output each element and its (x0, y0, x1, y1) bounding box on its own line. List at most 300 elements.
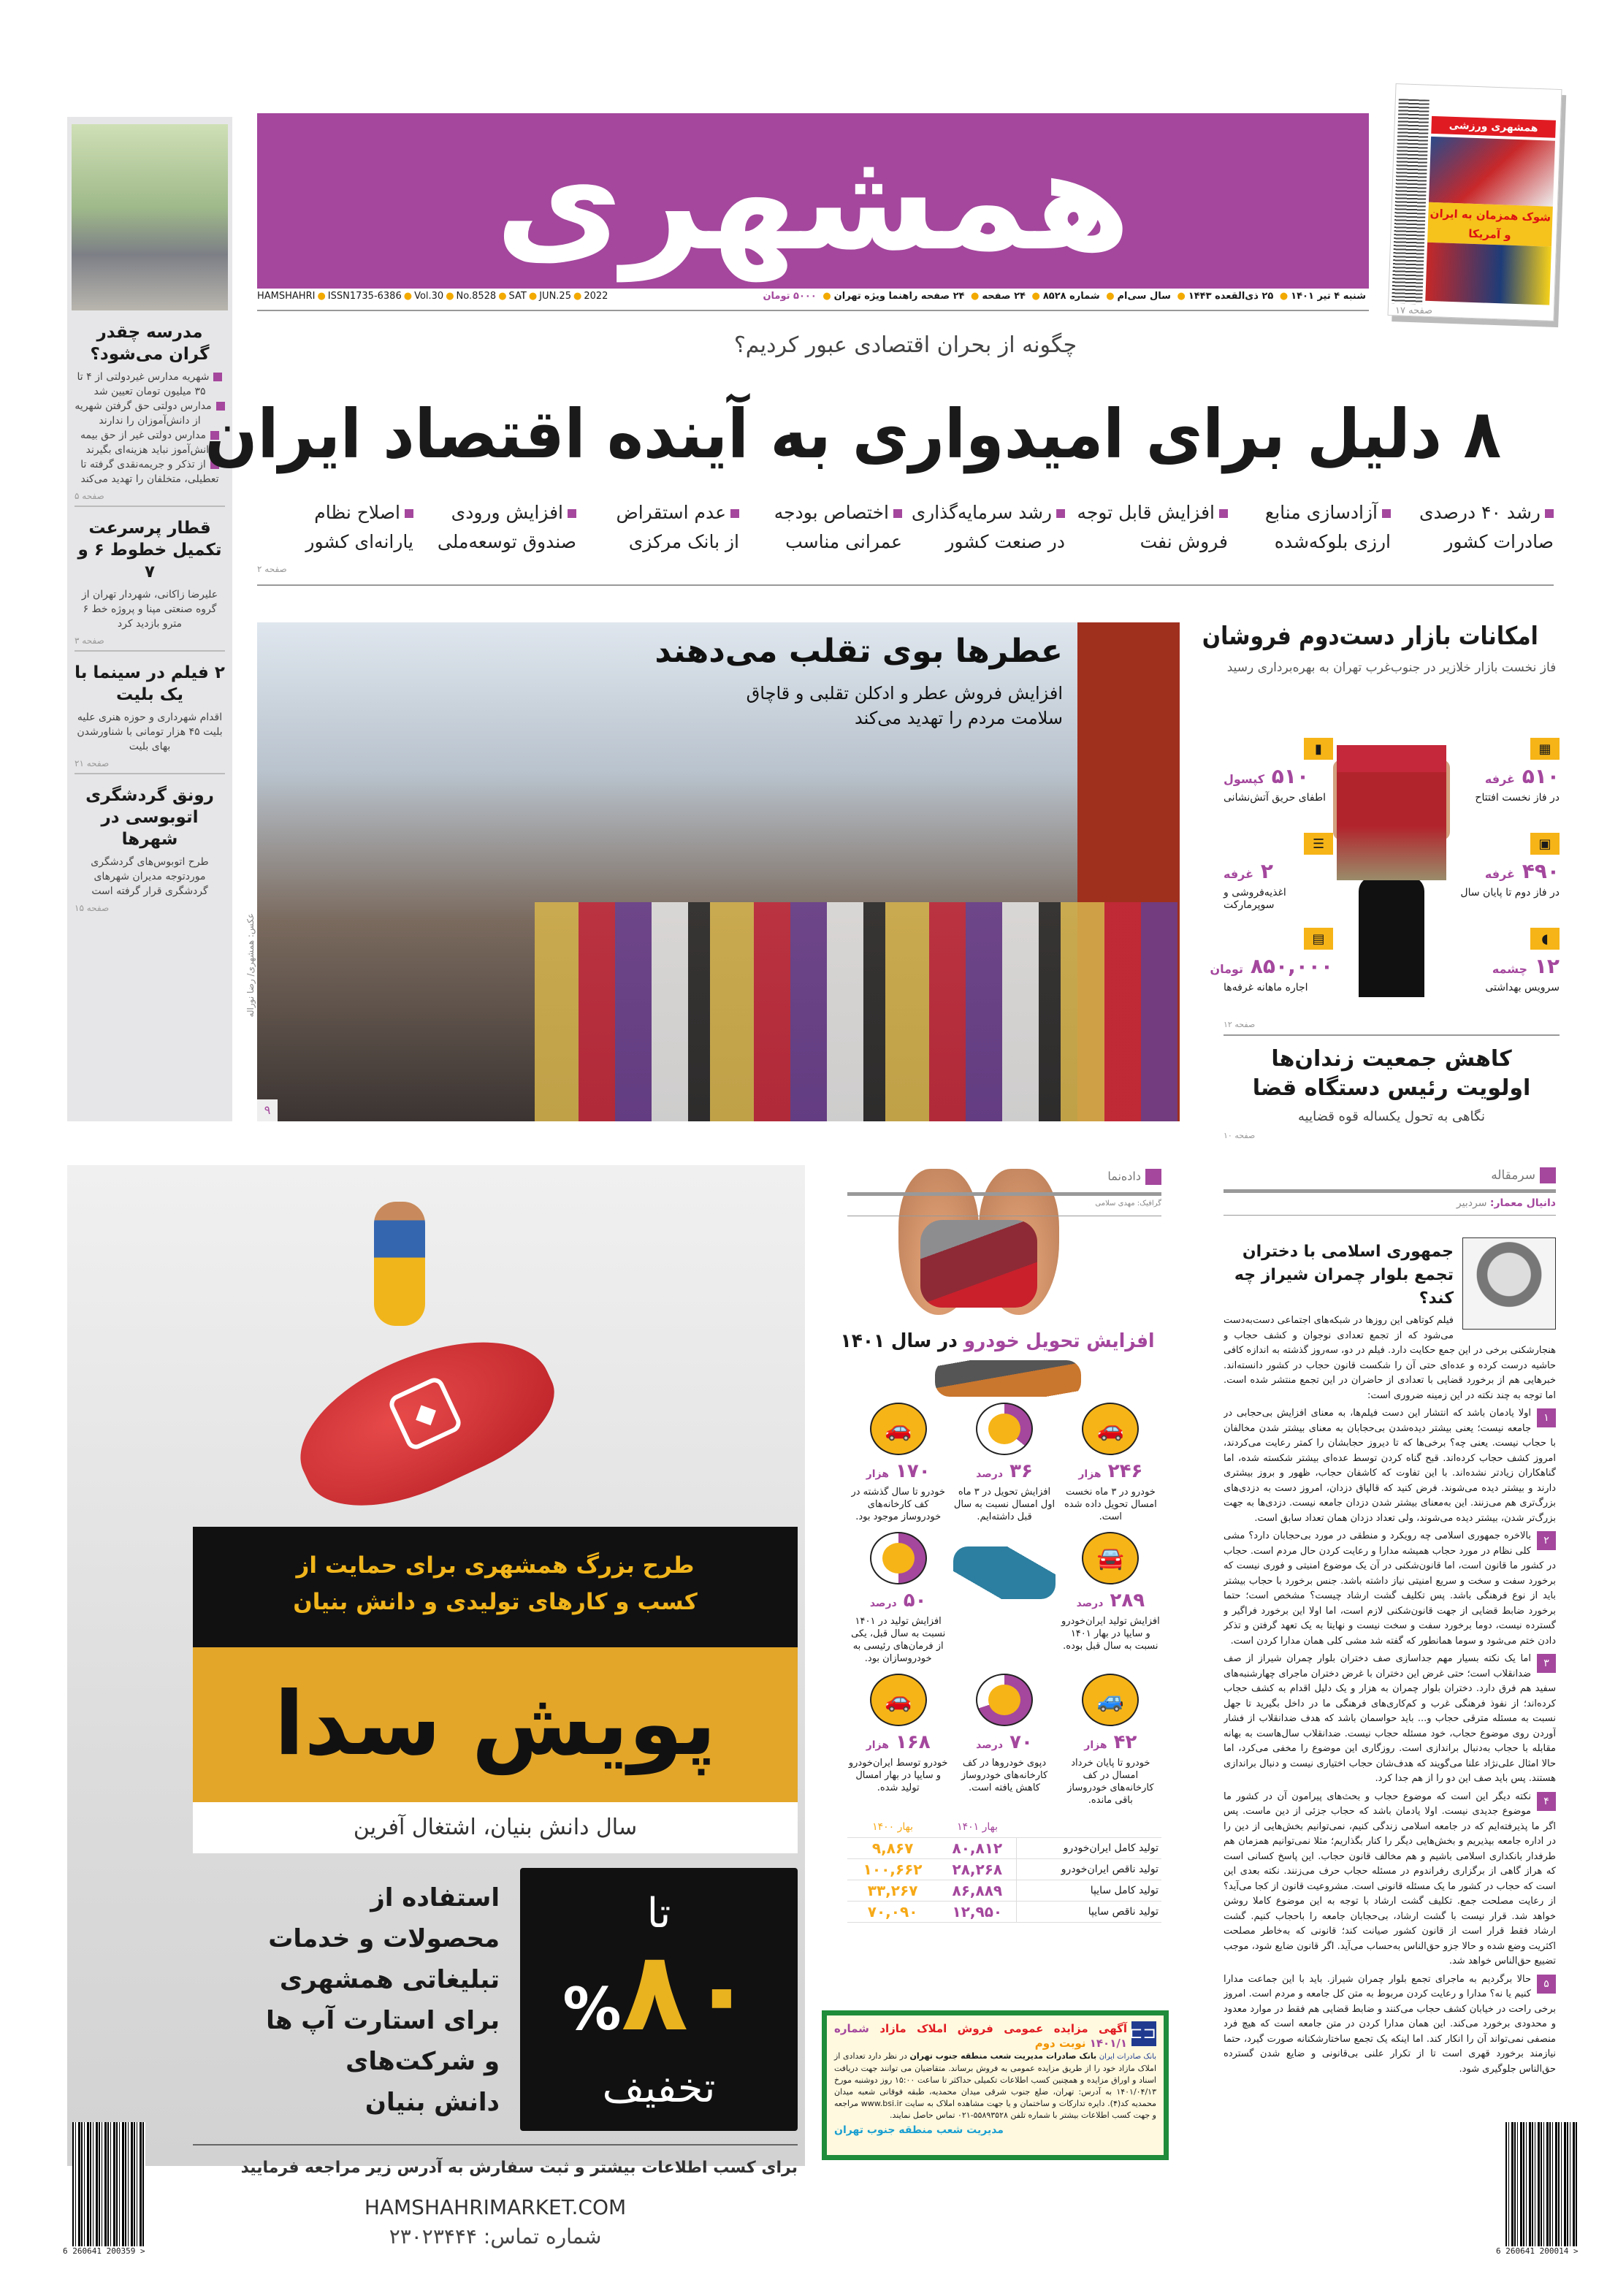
hamshahri-logo-icon: ◆ (386, 1375, 464, 1452)
issue-info-persian: شنبه ۴ تیر ۱۴۰۱● ۲۵ ذی‌القعده ۱۴۴۳● سال سی‌ام● شماره ۸۵۲۸● ۲۴ صفحه● ۲۴ صفحه راهنما ویژه تهران● ۵۰۰۰ تومان (763, 291, 1366, 302)
table-row (847, 1902, 1161, 1923)
barcode-right (1496, 2122, 1579, 2256)
car-delivery-infographic (840, 1154, 1161, 2002)
thumb-photo (1425, 243, 1551, 305)
stat-description: خودرو در ۳ ماه نخست امسال تحویل داده شده است. (1064, 1487, 1157, 1522)
bank-name: بانک صادرات ایران (1099, 2053, 1156, 2061)
stat-unit: هزار (866, 1468, 889, 1480)
stat-value: ۲۸۹ (1110, 1590, 1145, 1612)
stat-description: افزایش تولید در ۱۴۰۱ نسبت به سال قبل، یکی از فرمان‌های رئیسی به خودروسازان بود. (851, 1616, 946, 1664)
title-line: کاهش جمعیت زندان‌ها (1271, 1046, 1512, 1072)
bazaar-infographic (1202, 614, 1560, 1154)
divider (257, 584, 1554, 586)
author-name: دانیال معمار: (1489, 1197, 1556, 1209)
bullet-line: عمرانی مناسب (785, 531, 902, 552)
title-highlight: افزایش تحویل خودرو (963, 1330, 1155, 1352)
date-en: JUN.25 (539, 291, 571, 302)
point-text: اما یک نکته بسیار مهم جداسازی صف دختران بلوار چمران شیراز از صف ضدانقلاب است؛ حتی غرض این دختران با غرض دختران ماجرای چهارشنبه‌های سفید هم فرق دارد. دختران بلوار چمران به هزار و یک دلیل اقدام به کشف حجاب کرده‌اند؛ از نفوذ فرهنگی غرب و کم‌کاری‌های فرهنگی ما در داخل بگیرید تا جهل نسبت به مسئله مترقی حجاب و... باید حواسمان باشد که هدف ضدانقلاب از فشار آوردن روی موضوع حجاب، خود مسئله حجاب نیست. ضدانقلاب سال‌هاست به بهانه مقابله با حجاب به‌دنبال براندازی است. روزگاری این موضوع را مخفی می‌کرد، اما حالا امثال علی‌نژاد علنا می‌گویند که هدف‌شان حجاب اختیاری نیست و دنبال براندازی هستند. پس باید صف این دو را از هم جدا کرد. (1224, 1653, 1556, 1784)
bullet-line: از بانک مرکزی (628, 531, 739, 552)
infographic-stat (1060, 1403, 1161, 1523)
page-ref: صفحه ۱۵ (75, 903, 110, 913)
lead-bullet[interactable] (909, 498, 1065, 557)
point-number-badge: ۲ (1537, 1531, 1556, 1550)
photo-credit: عکس: همشهری/ رضا نوراله (245, 913, 256, 1018)
table-row (847, 1859, 1161, 1880)
sidebar-story-school[interactable] (75, 321, 225, 507)
cell-value: ۸۶,۸۸۹ (938, 1880, 1017, 1902)
toilet-icon: ◖ (1530, 928, 1560, 950)
car-photo (953, 1546, 1055, 1599)
stat-unit: چشمه (1492, 962, 1528, 976)
bazaar-stat (1450, 928, 1560, 994)
percent-sign: % (562, 1975, 622, 2043)
lead-headline[interactable]: ۸ دلیل برای امیدواری به آینده اقتصاد ایران (205, 395, 1502, 473)
divider (1224, 1189, 1556, 1193)
bazaar-subtitle: فاز نخست بازار خلازیر در جنوب‌غرب تهران به بهره‌برداری رسید (1226, 660, 1557, 675)
bullet-icon (568, 509, 576, 518)
discount-value (520, 1929, 798, 2064)
bullet-line (616, 498, 739, 527)
sidebar-news (67, 117, 232, 1121)
bullet-text: عدم استقراض (616, 502, 726, 523)
page-count: ۲۴ صفحه (982, 291, 1026, 302)
lead-bullet[interactable] (420, 498, 576, 557)
hijri-date: ۲۵ ذی‌القعده ۱۴۴۳ (1188, 291, 1274, 302)
car-front-icon: 🚙 (1082, 1674, 1139, 1726)
story-title: ۲ فیلم در سینما با یک بلیت (75, 663, 225, 704)
page-ref: صفحه ۲۱ (75, 758, 110, 768)
perfume-market-photo[interactable] (257, 622, 1180, 1121)
sidebar-story-tourism[interactable] (75, 785, 225, 913)
bazaar-title[interactable]: امکانات بازار دست‌دوم فروشان (1202, 622, 1538, 651)
cell-value: ۱۰۰,۶۶۲ (847, 1859, 938, 1880)
stat-description: اغذیه‌فروشی و سوپرمارکت (1224, 887, 1286, 911)
photo-detail (1337, 745, 1446, 880)
story-bullets (75, 370, 225, 487)
bazaar-stat (1224, 738, 1333, 804)
column-header: بهار ۱۴۰۱ (938, 1817, 1017, 1838)
photo-detail (1359, 877, 1424, 997)
row-label: تولید کامل ایران‌خودرو (1017, 1838, 1161, 1859)
section-name: داده‌نما (1107, 1169, 1141, 1183)
bullet-line (1077, 498, 1228, 527)
bullet-line (774, 498, 902, 527)
stat-value: ۳۶ (1009, 1460, 1033, 1482)
cell-value: ۸۰,۸۱۲ (938, 1838, 1017, 1859)
page-ref: صفحه ۱۰ (1224, 1131, 1256, 1140)
stat-description: خودرو تا سال گذشته در کف کارخانه‌های خودروساز موجود بود. (851, 1487, 945, 1522)
offer-line: دانش بنیان (364, 2088, 500, 2117)
point-text: حالا برگردیم به ماجرای تجمع بلوار چمران شیراز. باید با این جماعت مدارا کنیم یا نه؟ مدارا و رعایت کردن مربوط به متن کل جامعه و مردم است. امروز برخی راحت در خیابان کشف حجاب می‌کنند و ضابط قضایی هم فقط در موارد معدود و محدودی برخورد می‌کند. این همان مدارا کردن در متن جامعه است که هیچ فرد منصفی نمی‌تواند آن را انکار کند. اما اینکه یک تجمع ساختارشکنانه صورت گیرد، حتما نیازمند برخورد قهری است تا از تکرار علنی بی‌قانونی و ضایع شدن گسترده حق‌الناس جلوگیری شود. (1224, 1973, 1556, 2075)
bullet-icon (1545, 509, 1554, 518)
shop-icon: ▦ (1530, 738, 1560, 760)
point-number-badge: ۴ (1537, 1792, 1556, 1811)
car-icon: 🚗 (870, 1403, 927, 1455)
bullet-line (1419, 498, 1554, 527)
discount-box (520, 1868, 798, 2131)
stat-value: ۱۶۸ (896, 1731, 931, 1753)
story-title: قطار پرسرعت تکمیل خطوط ۶ و ۷ (77, 519, 222, 581)
subtitle-line: سلامت مردم را تهدید می‌کند (854, 708, 1063, 728)
section-name: سرمقاله (1491, 1168, 1535, 1183)
donut-chart-icon (870, 1532, 927, 1584)
stat-value: ۱۷۰ (896, 1460, 931, 1482)
stat-number (847, 1731, 949, 1757)
subtitle-line: افزایش فروش عطر و ادکلن تقلبی و قاچاق (746, 683, 1063, 703)
bullet-icon (405, 509, 413, 518)
volume: سال سی‌ام (1117, 291, 1171, 302)
stat-number (1224, 764, 1333, 792)
bullet-line: صندوق توسعه‌ملی (437, 531, 576, 552)
notice-title (834, 2021, 1156, 2051)
bullet-text: افزایش قابل توجه (1077, 502, 1215, 523)
page-ref: صفحه ۳ (75, 636, 104, 646)
stat-unit: هزار (1078, 1468, 1102, 1480)
infographic-title (840, 1328, 1155, 1354)
title-rest: در سال ۱۴۰۱ (840, 1330, 958, 1352)
stat-number (1224, 859, 1333, 887)
bazaar-stat (1210, 928, 1333, 994)
barcode-icon (1505, 2122, 1579, 2246)
stat-number (1210, 954, 1333, 982)
bullet-text: رشد ۴۰ درصدی (1419, 502, 1541, 523)
stat-unit: درصد (976, 1468, 1004, 1480)
section-marker-icon (1145, 1169, 1161, 1185)
editorial-paragraph (1224, 1972, 1556, 2078)
stat-number (1450, 764, 1560, 792)
page-ref: صفحه ۵ (75, 491, 104, 501)
column-header: بهار ۱۴۰۰ (847, 1817, 938, 1838)
cars-icon: 🚗 (870, 1674, 927, 1726)
stat-unit: درصد (1076, 1598, 1104, 1609)
weekday-en: SAT (508, 291, 527, 302)
cell-value: ۹,۸۶۷ (847, 1838, 938, 1859)
sports-supplement-thumbnail[interactable] (1388, 83, 1562, 321)
stat-description: افزایش تحویل در ۳ ماه اول امسال نسبت به سال قبل داشته‌ایم. (953, 1487, 1056, 1522)
running-man-icon (374, 1202, 425, 1326)
bank-saderat-logo-icon: ⊏⊐ (1131, 2021, 1156, 2046)
bullet-line (1265, 498, 1391, 527)
sada-campaign-ad[interactable] (67, 1165, 805, 2249)
bullet-icon (1056, 509, 1065, 518)
bullet-line: ارزی بلوکه‌شده (1274, 531, 1391, 552)
stat-unit: غرفه (1224, 867, 1254, 881)
infographic-stat (847, 1674, 949, 1807)
bullet-icon (730, 509, 739, 518)
graphic-credit: گرافیک: مهدی سلامی (1095, 1200, 1161, 1208)
bullet-icon (1382, 509, 1391, 518)
story-summary: طرح اتوبوس‌های گردشگری موردتوجه مدیران شهرهای گردشگری قرار گرفته است (91, 856, 209, 897)
infographic-stat (953, 1532, 1055, 1665)
stat-description: در فاز دوم تا پایان سال (1460, 887, 1560, 899)
store-icon: ▣ (1530, 833, 1560, 855)
car-icon: 🚗 (1082, 1403, 1139, 1455)
author-line (1224, 1197, 1556, 1209)
barcode-number: 6 260641 200014 > (1496, 2246, 1579, 2256)
bazaar-stat (1224, 833, 1333, 912)
barcode-left (63, 2122, 145, 2256)
sidebar-photo (72, 124, 228, 310)
infographic-stat (847, 1532, 949, 1665)
offer-line: استفاده از (370, 1883, 500, 1912)
divider (257, 310, 1369, 311)
stat-unit: تومان (1210, 962, 1244, 976)
stat-value: ۸۵۰,۰۰۰ (1250, 954, 1333, 978)
stat-description: اطفای حریق آتش‌نشانی (1224, 792, 1327, 804)
lead-bullets (257, 498, 1554, 557)
notice-round: نوبت دوم (1034, 2037, 1086, 2050)
notice-signature: مدیریت شعب منطقه جنوب تهران (834, 2124, 1004, 2136)
donut-chart-icon (976, 1674, 1033, 1726)
sidebar-story-train[interactable] (75, 517, 225, 652)
cars-illustration (920, 1220, 1037, 1308)
editorial-paragraph (1224, 1790, 1556, 1969)
bullet-icon (213, 373, 222, 381)
point-text: اولا یادمان باشد که انتشار این دست فیلم‌ها، به معنای افزایش بی‌حجابی در جامعه نیست؛ یعنی بیشتر دیده‌شدن بی‌حجابان به معنای بیشتر شدن مخالفان با حجاب نیست. یعنی چه؟ برخی‌ها که تا دیروز حجابشان را کمتر رعایت می‌کردند، امروز کشف حجاب کرده‌اند. قبح گناه کردن توسط عده‌ای بیشتر شکسته شده، اما گناهکاران زیادتر نشده‌اند. با این تفاوت که کاشفان حجاب، ظهور و بروز بیشتری دارند و بیشتر دیده می‌شوند. فرض کنید که قالپاق دزدان، امروز دست به دزدی‌های بزرگ‌تری هم می‌زنند. این به‌معنای بیشتر شدن دزدان جامعه نیست. دزدی‌ها به جهت بزرگ‌تر شدن، بیشتر دیده می‌شوند، ولی تعداد دزدان همان تعداد سابق است. (1224, 1408, 1556, 1524)
editorial (1224, 1167, 1556, 2162)
editorial-intro: فیلم کوتاهی این روزها در شبکه‌های اجتماعی دست‌به‌دست می‌شود که از تجمع تعدادی نوجوان و کشف حجاب و هنجارشکنی برخی در این جمع حکایت دارد. فیلم در دو، سه‌روز گذشته به اندازه کافی حاشیه درست کرده و عده‌ای حتی آن را شکست قانون حجاب در کشور دانسته‌اند. خبرهایی هم از برخورد قضایی با تعدادی از حاضران در این تجمع منتشر شده است. اما توجه به چند نکته در این زمینه ضروری است: (1224, 1315, 1556, 1401)
cell-value: ۷۰,۰۹۰ (847, 1902, 938, 1923)
judiciary-story[interactable] (1224, 1045, 1560, 1140)
stat-description: دپوی خودروها در کف کارخانه‌های خودروساز کاهش یافته است. (961, 1758, 1048, 1793)
stat-value: ۴۲ (1113, 1731, 1137, 1753)
fire-extinguisher-icon: ▮ (1304, 738, 1333, 760)
production-table (847, 1817, 1161, 1923)
bullet-line: یارانه‌ای کشور (305, 531, 413, 552)
ad-phone: شماره تماس: ۲۳۰۲۳۴۴۴ (389, 2224, 602, 2249)
photo-story-title: عطرها بوی تقلب می‌دهند (654, 633, 1063, 670)
stat-description: افزایش تولید ایران‌خودرو و سایپا در بهار ۱۴۰۱ نسبت به سال قبل بوده. (1061, 1616, 1160, 1652)
thumb-photo (1429, 137, 1555, 207)
story-title: مدرسه چقدر گران می‌شود؟ (90, 323, 210, 364)
issue-info-english: HAMSHAHRI ● ISSN1735-6386 ● Vol.30 ● No.8528 ● SAT ● JUN.25 ● 2022 (257, 291, 608, 302)
stat-value: ۵۱۰ (1271, 764, 1310, 788)
thumb-text-column (1392, 99, 1429, 304)
editorial-paragraph (1224, 1529, 1556, 1649)
bullet-text: مدارس دولتی غیر از حق بیمه دانش‌آموز نباید هزینه‌ای بگیرند (80, 430, 214, 456)
cars-photo (935, 1360, 1081, 1397)
notice-body (834, 2051, 1156, 2121)
money-icon: ▤ (1304, 928, 1333, 950)
lead-bullet[interactable] (257, 498, 413, 557)
author-portrait (1462, 1237, 1556, 1330)
lead-bullet[interactable] (746, 498, 902, 557)
cell-value: ۳۳,۲۶۷ (847, 1880, 938, 1902)
stat-number (1060, 1589, 1161, 1615)
notice-text: در نظر دارد تعدادی از املاک مازاد خود را از طریق مزایده عمومی به فروش برساند. متقاضیان می توانند جهت دریافت اسناد و اوراق مزایده و همچنین کسب اطلاعات تکمیلی حداکثر تا ساعت ۱۵:۰۰ روز دوشنبه مورخ ۱۴۰۱/۰۴/۱۳ به آدرس: تهران، ضلع جنوب شرقی میدان محمدیه، طبقه فوقانی شعبه میدان محمدیه کد(۴). دایره تدارکات و ساختمان و یا جهت مشاهده املاک به سایت www.bsi.ir مراجعه و جهت کسب اطلاعات بیشتر با شماره تلفن ۵۵۸۹۳۵۲۸-۰۲۱ تماس حاصل نمایند. (834, 2051, 1156, 2120)
offer-line: برای استارت آپ ها (266, 2006, 500, 2035)
issn: ISSN1735-6386 (327, 291, 402, 302)
point-number-badge: ۱ (1537, 1408, 1556, 1427)
stat-number (1060, 1731, 1161, 1757)
offer-line: تبلیغاتی همشهری (279, 1965, 500, 1994)
barcode-icon (72, 2122, 145, 2246)
stat-description: سرویس بهداشتی (1485, 982, 1560, 993)
food-icon: ☰ (1304, 833, 1333, 855)
table-row (847, 1838, 1161, 1859)
stat-number (953, 1460, 1055, 1486)
sidebar-stories (75, 321, 225, 923)
stat-number (953, 1731, 1055, 1757)
volume-en: Vol.30 (414, 291, 444, 302)
lead-kicker: چگونه از بحران اقتصادی عبور کردیم؟ (733, 332, 1077, 358)
page-ref: ۹ (257, 1099, 278, 1121)
stat-unit: درصد (869, 1598, 897, 1609)
notice-number: شماره ۱۴۰۱/۱ (834, 2022, 1127, 2050)
bullet-text: افزایش ورودی (451, 502, 563, 523)
discount-number: ۸۰ (621, 1929, 755, 2056)
stat-description: در فاز نخست افتتاح (1475, 792, 1560, 804)
divider (193, 2144, 798, 2146)
ad-offer-text (193, 1877, 500, 2123)
bazaar-stat (1450, 833, 1560, 899)
page-ref: صفحه ۱۲ (1224, 1020, 1256, 1029)
cell-value: ۱۲,۹۵۰ (938, 1902, 1017, 1923)
paper-name-en: HAMSHAHRI (257, 291, 316, 302)
donut-chart-icon (976, 1403, 1033, 1455)
stat-unit: درصد (976, 1739, 1004, 1751)
bazaar-stat (1450, 738, 1560, 804)
lead-bullet[interactable] (1072, 498, 1228, 557)
section-label (1107, 1169, 1161, 1185)
lead-bullet[interactable] (1234, 498, 1391, 557)
thumb-paper-name: همشهری ورزشی (1431, 116, 1556, 138)
row-label: تولید ناقص سایپا (1017, 1902, 1161, 1923)
date: شنبه ۴ تیر ۱۴۰۱ (1291, 291, 1366, 302)
sports-page-ref: صفحه ۱۷ (1395, 305, 1433, 316)
editorial-paragraph (1224, 1406, 1556, 1526)
ad-slogan: سال دانش بنیان، اشتغال آفرین (193, 1802, 798, 1853)
bullet-text: اصلاح نظام (314, 502, 400, 523)
table-row (847, 1880, 1161, 1902)
notice-lead: بانک صادرات مدیریت شعب منطقه جنوب تهران (909, 2051, 1097, 2061)
point-number-badge: ۳ (1537, 1654, 1556, 1673)
sidebar-story-cinema[interactable] (75, 662, 225, 774)
stat-description: خودرو توسط ایران‌خودرو و سایپا در بهار امسال تولید شده. (848, 1758, 948, 1793)
divider (847, 1192, 1161, 1196)
stat-description: اجاره ماهانه غرفه‌ها (1224, 982, 1308, 993)
photo-detail (535, 902, 1177, 1121)
stat-number (1060, 1460, 1161, 1486)
stat-number (847, 1460, 949, 1486)
section-marker-icon (1540, 1167, 1556, 1183)
lead-bullet[interactable] (583, 498, 739, 557)
judiciary-title (1224, 1045, 1560, 1103)
editorial-title[interactable]: جمهوری اسلامی با دختران تجمع بلوار چمران شیراز چه کند؟ (1234, 1243, 1454, 1308)
issue-number: شماره ۸۵۲۸ (1042, 291, 1100, 302)
bullet-text: شهریه مدارس غیردولتی از ۴ تا ۳۵ میلیون تومان تعیین شد (77, 371, 210, 397)
bank-auction-notice[interactable] (822, 2010, 1169, 2160)
hands-holding-cars-illustration (898, 1154, 1059, 1326)
bullet-text: رشد سرمایه‌گذاری (912, 502, 1053, 523)
masthead-logo: همشهری (257, 113, 1369, 289)
tagline-line: کسب و کارهای تولیدی و دانش بنیان (293, 1589, 698, 1615)
stat-unit: غرفه (1484, 867, 1515, 881)
rocket-illustration (250, 1311, 571, 1523)
author-role: سردبیر (1456, 1197, 1487, 1209)
bullet-text: مدارس دولتی حق گرفتن شهریه از دانش‌آموزان را ندارند (75, 400, 212, 427)
bullet-line (314, 498, 413, 527)
photo-story-subtitle (747, 681, 1063, 731)
divider (75, 773, 225, 774)
point-text: نکته دیگر این است که موضوع حجاب و بحث‌های پیرامون آن در کشور ما موضوع جدیدی نیست. اولا یادمان باشد که حجاب جزئی از دین ماست. پس اگر ما پذیرفته‌ایم که در جامعه اسلامی زندگی کنیم، نمی‌توانیم بخش‌هایی از دین را در اداره جامعه بپذیریم و بخش‌هایی دیگر را کنار بگذاریم؛ مثلا نمی‌توانیم همزمان هم طرفدار بانکداری اسلامی باشیم و هم مخالف قانون حجاب. این پاسخ کسانی است که هراز گاهی از برگزاری رفراندوم در مسئله حجاب حرف می‌زنند. نکته بعدی این است که حجاب در کشور ما یک مسئله قانونی است. مشروعیت قانون از کجا می‌آید؟ از رعایت مصلحت جمع. تکلیف گشت ارشاد با توجه به این موضوع کاملا روشن خواهد شد. قرار نیست با گشت ارشاد، بی‌حجابان جامعه را باحجاب کنیم. گشت ارشاد فقط قرار است از قانون کشور صیانت کند؛ قانونی که به‌خاطر مصلحت اکثریت وضع شده و حالا جزو حق‌الناس به‌حساب می‌آید. اگر قانون ضایع شود، موجب تضییع حق‌الناس خواهد شد. (1224, 1790, 1556, 1967)
discount-prefix: تا (646, 1890, 671, 1937)
bullet-icon (893, 509, 902, 518)
row-label: تولید کامل سایپا (1017, 1880, 1161, 1902)
stat-value: ۴۹۰ (1522, 859, 1560, 883)
section-label (1224, 1167, 1556, 1183)
ad-brand: پویش سدا (193, 1647, 798, 1802)
issue-en: No.8528 (456, 291, 497, 302)
stat-value: ۱۲ (1534, 954, 1560, 978)
stat-number (847, 1589, 949, 1615)
offer-line: محصولات و خدمات (268, 1924, 500, 1953)
offer-line: و شرکت‌های (346, 2047, 500, 2076)
table-header-row (847, 1817, 1161, 1838)
editorial-paragraph (1224, 1652, 1556, 1787)
divider (1224, 1034, 1560, 1036)
year-en: 2022 (584, 291, 608, 302)
stat-value: ۲۴۶ (1107, 1460, 1143, 1482)
row-label: تولید ناقص ایران‌خودرو (1017, 1859, 1161, 1880)
page-ref: صفحه ۲ (257, 564, 287, 574)
ad-website-link[interactable]: HAMSHAHRIMARKET.COM (364, 2195, 627, 2219)
stat-number (1450, 954, 1560, 982)
ad-tagline (193, 1527, 798, 1647)
stat-value: ۲ (1260, 859, 1273, 883)
stat-value: ۷۰ (1009, 1731, 1033, 1753)
infographic-stat (1060, 1674, 1161, 1807)
discount-word: تخفیف (602, 2064, 716, 2112)
stat-unit: کپسول (1224, 772, 1265, 786)
price: ۵۰۰۰ تومان (763, 291, 817, 302)
infographic-stat (1060, 1532, 1161, 1665)
judiciary-subtitle: نگاهی به تحول یکساله قوه قضاییه (1298, 1109, 1485, 1124)
title-line: اولویت رئیس دستگاه قضا (1252, 1075, 1531, 1101)
bullet-text: از تذکر و جریمه‌نقدی گرفته تا تعطیلی، متخلفان را تهدید می‌کند (80, 459, 219, 485)
sedan-icon: 🚘 (1082, 1532, 1139, 1584)
infographic-stat (953, 1674, 1055, 1807)
bullet-text: آزادسازی منابع (1264, 502, 1378, 523)
infographic-stat (953, 1403, 1055, 1523)
stat-description: خودرو تا پایان خرداد امسال در کف کارخانه‌های خودروساز باقی مانده. (1067, 1758, 1154, 1806)
point-text: بالاخره جمهوری اسلامی چه رویکرد و منطقی در مورد بی‌حجابان دارد؟ مشی کلی نظام در مورد حجاب همیشه مدارا و رعایت کردن حال مردم است. حجاب در کشور ما قانون است، اما قانون‌شکنی در آن یک موضوع امنیتی و فوری نیست که برخورد سفت و سخت و سریع امنیتی نیاز داشته باشد. جنس برخورد با حجاب بیشتر باید از نوع فرهنگی باشد. پس تکلیف گشت ارشاد چیست؟ مشخص است؛ حتما برخورد ضابط قضایی از جهت قانون‌شکنی لازم است، اما اولا این برخورد فراگیر و گسترده نیست، دوما برخورد سفت و سخت نیست و نهایتا به یک تعهد گرفتن و تذکر دادن ختم می‌شود و سوما همانطور که گفته شد مشی کلی همان مدارا کردن است. (1224, 1530, 1556, 1647)
infographic-stat (847, 1403, 949, 1523)
bullet-line: صادرات کشور (1444, 531, 1554, 552)
bazaar-photo (1333, 738, 1450, 1001)
stat-number (1450, 859, 1560, 887)
title-text: آگهی مزایده عمومی فروش املاک مازاد (879, 2022, 1127, 2035)
divider (75, 506, 225, 507)
bullet-icon (1219, 509, 1228, 518)
story-title: رونق گردشگری اتوبوسی در شهرها (85, 786, 214, 849)
divider (1224, 1215, 1556, 1216)
lead-bullet[interactable] (1397, 498, 1554, 557)
story-summary: اقدام شهرداری و حوزه هنری علیه بلیت ۴۵ هزار تومانی با شناورشدن بهای بلیت (77, 712, 223, 752)
thumb-headline: شوک همزمان به ایران و آمریکا (1427, 202, 1553, 247)
stat-unit: غرفه (1484, 772, 1515, 786)
bullet-line (451, 498, 576, 527)
stat-unit: هزار (1084, 1739, 1107, 1751)
infographic-body (847, 1403, 1161, 1923)
story-summary: علیرضا زاکانی، شهردار تهران از گروه صنعتی مپنا و پروژه خط ۶ مترو بازدید کرد (81, 589, 218, 630)
divider (75, 650, 225, 652)
stats-grid (847, 1403, 1161, 1807)
bullet-line (912, 498, 1065, 527)
bullet-line: فروش نفت (1140, 531, 1228, 552)
supplement-info: ۲۴ صفحه راهنما ویژه تهران (833, 291, 965, 302)
bullet-text: اختصاص بودجه (774, 502, 889, 523)
